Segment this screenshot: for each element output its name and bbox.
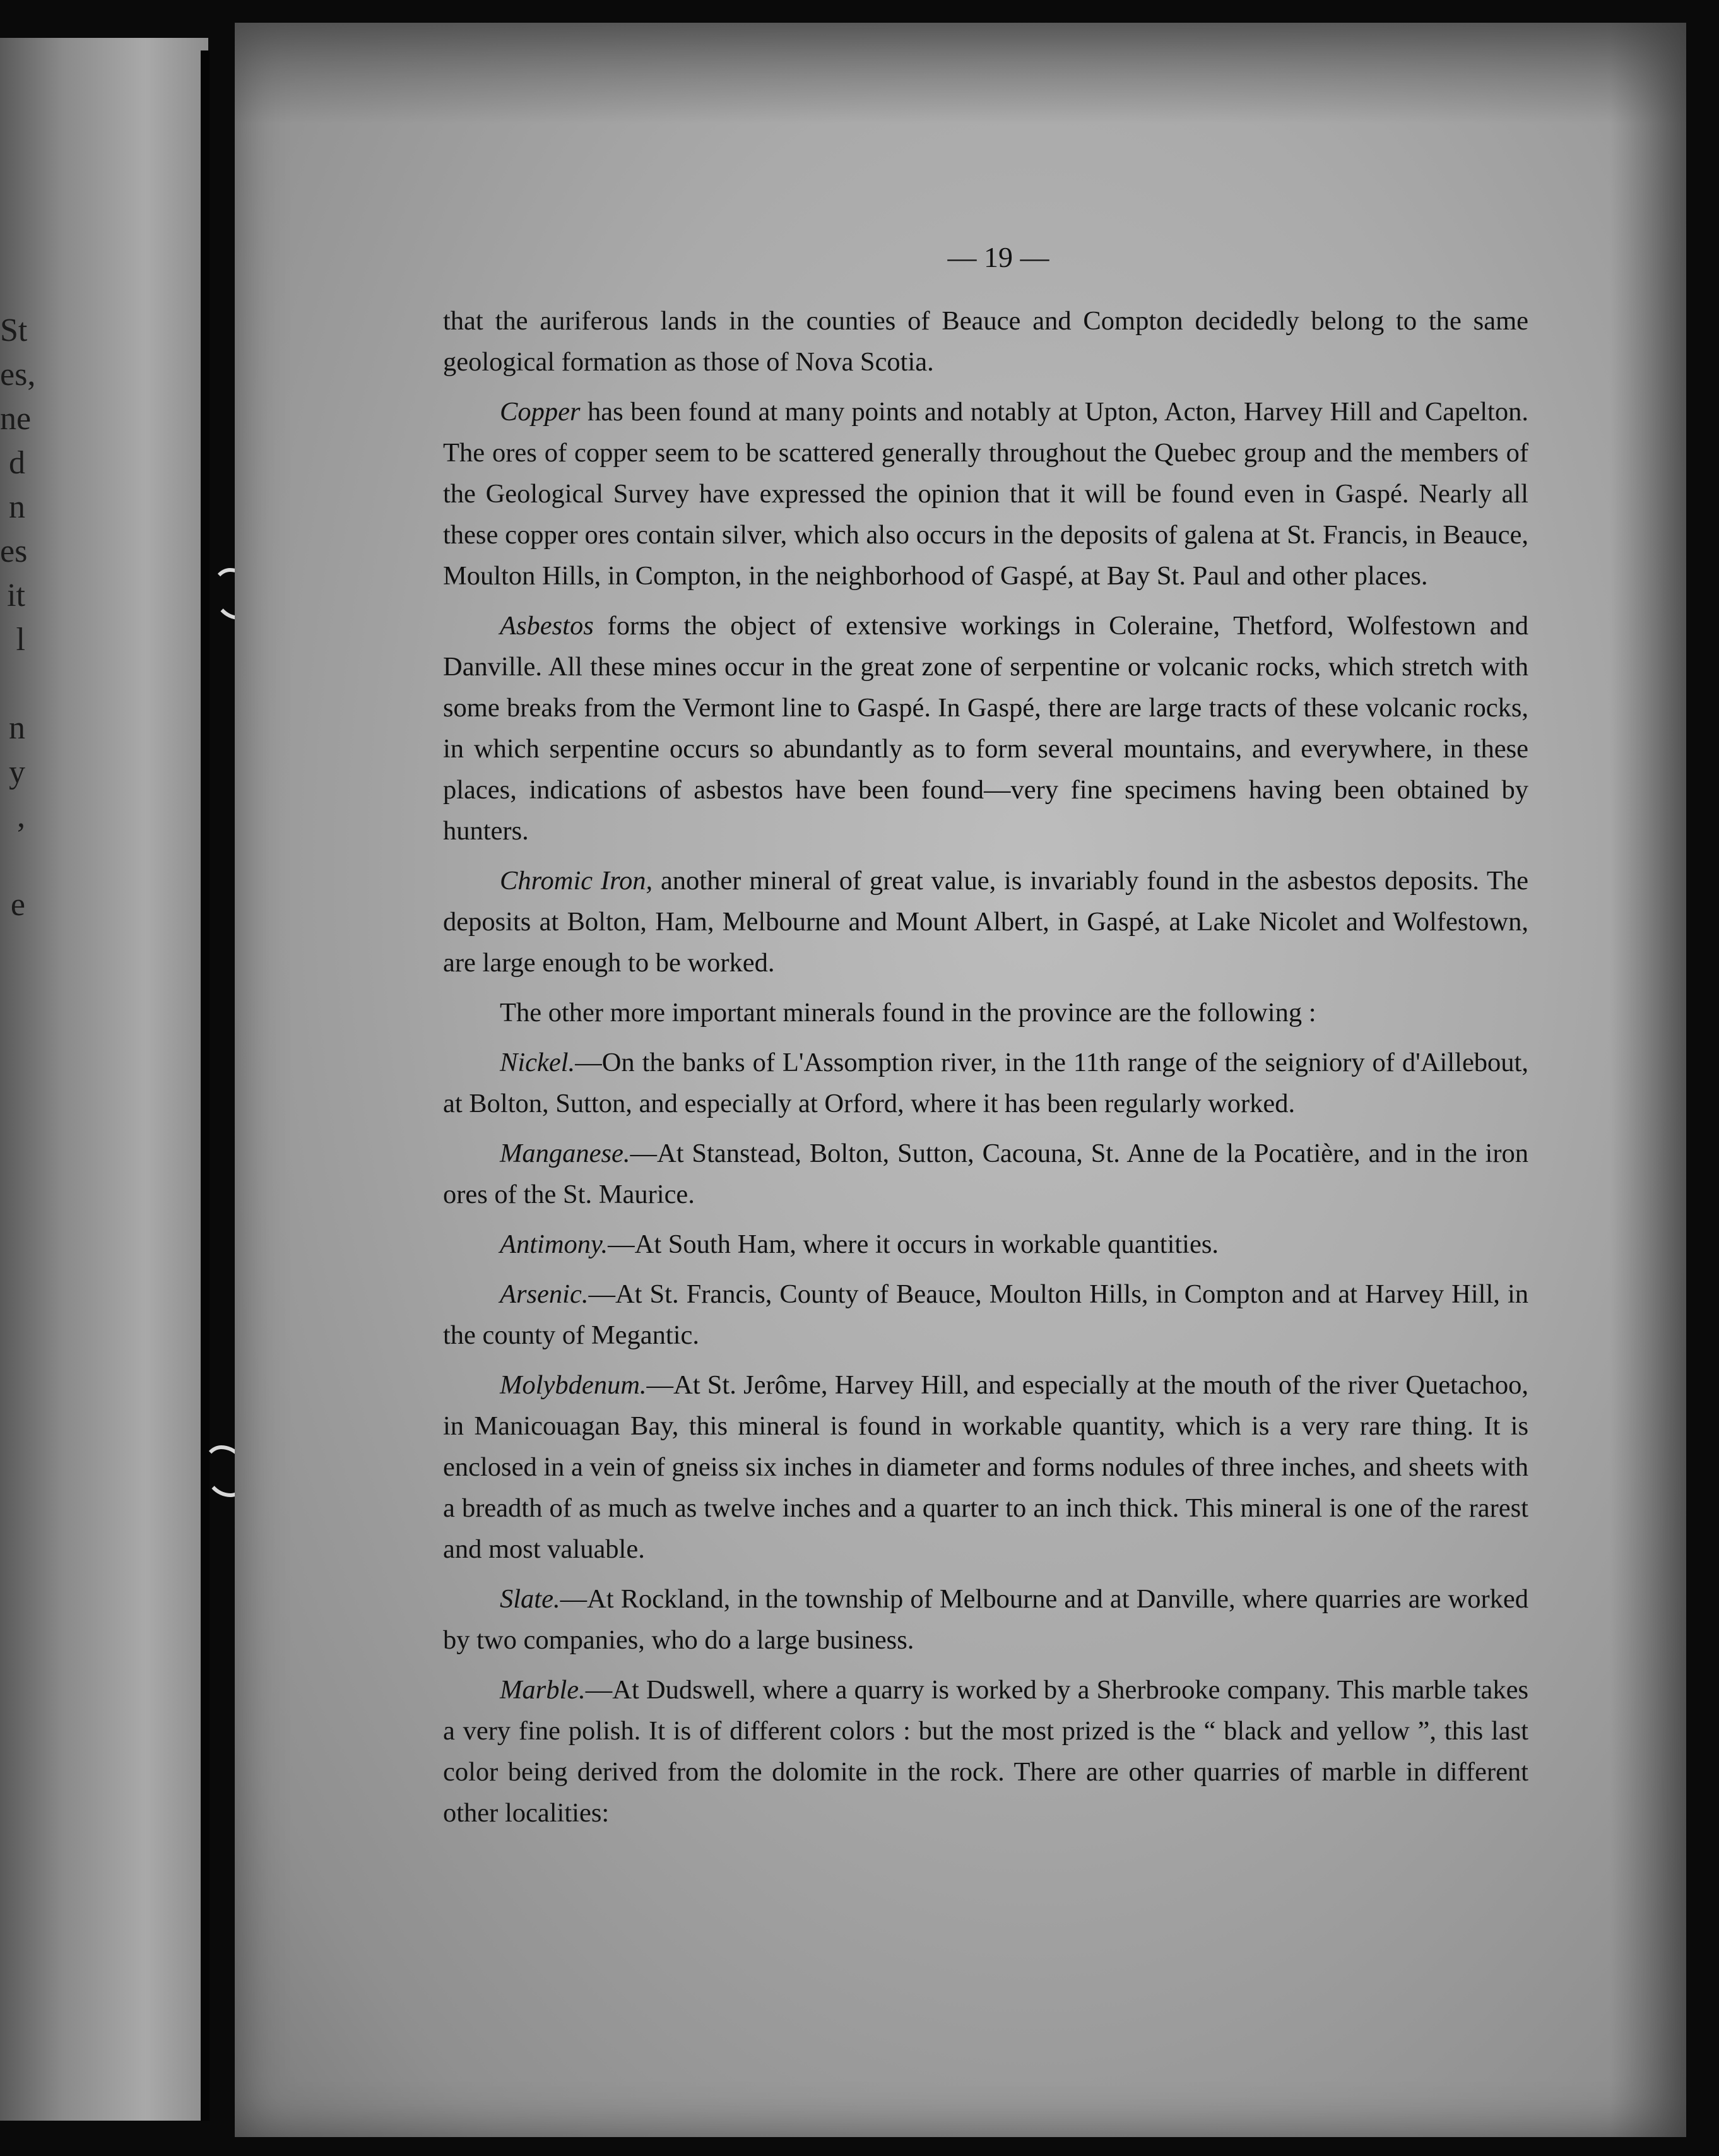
paragraph-text: has been found at many points and notably at Upton, Acton, Harvey Hill and Capelton. The ores of copper seem to be scattered generally throughout the Quebec group and the members of the Geological Survey have expressed the opinion that it will be found even in Gaspé. Nearly all these copper ores contain silver, which also occurs in the deposits of galena at St. Francis, in Beauce, Moulton Hills, in Compton, in the neighborhood of Gaspé, at Bay St. Paul and other places. [443, 397, 1528, 591]
paragraph [443, 1224, 1528, 1265]
fragment [0, 663, 25, 706]
fragment: l [16, 622, 25, 658]
page-shadow-top [235, 23, 1686, 124]
paragraph [443, 1042, 1528, 1124]
paragraph [443, 300, 1528, 382]
paragraph-text: —At Stanstead, Bolton, Sutton, Cacouna, St. Anne de la Pocatière, and in the iron ores of the St. Maurice. [443, 1139, 1528, 1209]
fragment: n [9, 710, 25, 746]
paragraph-lead: Nickel. [500, 1048, 576, 1077]
paragraph-lead: Arsenic. [500, 1279, 589, 1309]
fragment: it [7, 578, 25, 613]
fragment: St [0, 312, 28, 348]
paragraph-lead: Chromic Iron, [500, 866, 653, 896]
fragment: y [9, 754, 25, 790]
paragraph-lead: Asbestos [500, 611, 594, 641]
paragraph-text: another mineral of great value, is invariably found in the asbestos deposits. The deposits at Bolton, Ham, Melbourne and Mount Albert, in Gaspé, at Lake Nicolet and Wolfestown, are large enough to be worked. [443, 866, 1528, 978]
paragraph [443, 1365, 1528, 1570]
binding-gutter [201, 50, 210, 2121]
fragment: e [10, 887, 25, 923]
fragment: , [17, 798, 25, 834]
paragraph-text: —At St. Jerôme, Harvey Hill, and especially at the mouth of the river Quetachoo, in Manicouagan Bay, this mineral is found in workable quantity, which is a very rare thing. It is enclosed in a vein of gneiss six inches in diameter and forms nodules of three inches, and sheets with a breadth of as much as twelve inches and a quarter to an inch thick. This mineral is one of the rarest and most valuable. [443, 1370, 1528, 1564]
fragment: d [9, 445, 25, 481]
fragment [0, 839, 25, 882]
paragraph [443, 992, 1528, 1033]
paragraph-lead: Slate. [500, 1584, 560, 1614]
paragraph-text: —At South Ham, where it occurs in workable quantities. [608, 1229, 1219, 1259]
paragraph [443, 391, 1528, 596]
paragraph-text: —At Dudswell, where a quarry is worked by a Sherbrooke company. This marble takes a very fine polish. It is of different colors : but the most prized is the “ black and yellow ”, this last color being derived from the dolomite in the rock. There are other quarries of marble in different other localities: [443, 1675, 1528, 1828]
previous-page-text-fragments [0, 309, 36, 928]
paragraph-text: —At St. Francis, County of Beauce, Moulton Hills, in Compton and at Harvey Hill, in the county of Megantic. [443, 1279, 1528, 1350]
body-text [443, 300, 1528, 1842]
paragraph [443, 1578, 1528, 1661]
paragraph-lead: Manganese. [500, 1139, 630, 1168]
fragment: es [0, 533, 28, 569]
fragment: es, [0, 357, 36, 393]
previous-page-edge [0, 38, 208, 2121]
paragraph-text: that the auriferous lands in the counties of Beauce and Compton decidedly belong to the same geological formation as those of Nova Scotia. [443, 306, 1528, 377]
paragraph-text: The other more important minerals found in the province are the following : [500, 998, 1316, 1028]
paragraph-text: —On the banks of L'Assomption river, in the 11th range of the seigniory of d'Aillebout, at Bolton, Sutton, and especially at Orford, where it has been regularly worked. [443, 1048, 1528, 1118]
paragraph [443, 1669, 1528, 1833]
page [235, 23, 1686, 2137]
paragraph [443, 860, 1528, 983]
fragment: ne [0, 401, 32, 437]
paragraph-text: forms the object of extensive workings in Coleraine, Thetford, Wolfestown and Danville. All these mines occur in the great zone of serpentine or volcanic rocks, which stretch with some breaks from the Vermont line to Gaspé. In Gaspé, there are large tracts of these volcanic rocks, in which serpentine occurs so abundantly as to form several mountains, and everywhere, in these places, indications of asbestos have been found—very fine specimens having been obtained by hunters. [443, 611, 1528, 846]
paragraph-lead: Marble. [500, 1675, 586, 1705]
page-number: — 19 — [947, 241, 1049, 273]
page-shadow-right [1610, 23, 1686, 2137]
paragraph-lead: Antimony. [500, 1229, 608, 1259]
paragraph [443, 1133, 1528, 1215]
paragraph-text: —At Rockland, in the township of Melbourne and at Danville, where quarries are worked by two companies, who do a large business. [443, 1584, 1528, 1655]
paragraph [443, 1274, 1528, 1356]
paragraph [443, 605, 1528, 851]
paragraph-lead: Molybdenum. [500, 1370, 647, 1400]
fragment: n [9, 489, 25, 525]
paragraph-lead: Copper [500, 397, 581, 427]
